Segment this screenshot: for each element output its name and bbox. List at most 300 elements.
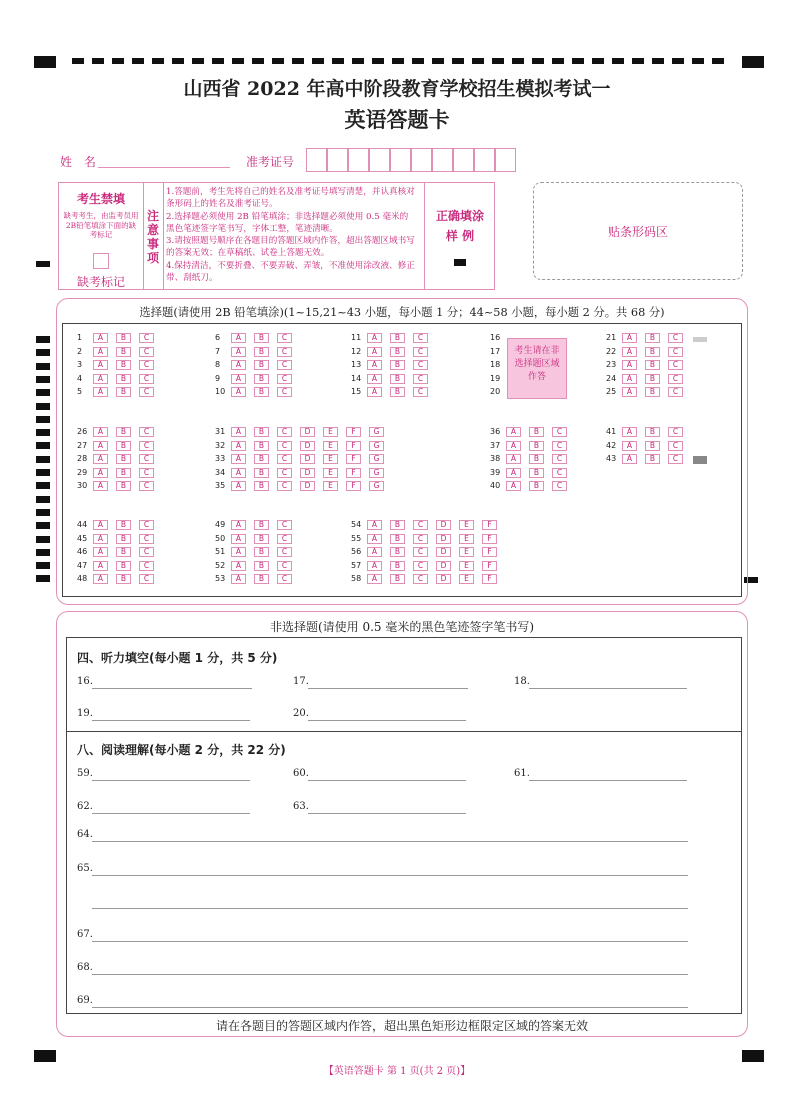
option-c-bubble[interactable]: C bbox=[277, 547, 292, 557]
option-c-bubble[interactable]: C bbox=[668, 454, 683, 464]
option-a-bubble[interactable]: A bbox=[231, 387, 246, 397]
answer-line[interactable] bbox=[308, 720, 466, 721]
option-a-bubble[interactable]: A bbox=[231, 468, 246, 478]
timing-mark bbox=[36, 429, 50, 436]
option-a-bubble[interactable]: A bbox=[93, 333, 108, 343]
option-a-bubble[interactable]: A bbox=[367, 547, 382, 557]
timing-dash bbox=[192, 58, 204, 64]
option-a-bubble[interactable]: A bbox=[231, 374, 246, 384]
option-a-bubble[interactable]: A bbox=[622, 333, 637, 343]
option-e-bubble[interactable]: E bbox=[323, 427, 338, 437]
option-f-bubble[interactable]: F bbox=[346, 441, 361, 451]
option-c-bubble[interactable]: C bbox=[139, 561, 154, 571]
section4-heading: 四、听力填空(每小题 1 分，共 5 分) bbox=[77, 651, 278, 665]
option-c-bubble[interactable]: C bbox=[413, 534, 428, 544]
option-b-bubble[interactable]: B bbox=[116, 374, 131, 384]
option-a-bubble[interactable]: A bbox=[367, 534, 382, 544]
option-a-bubble[interactable]: A bbox=[506, 441, 521, 451]
id-digit-box[interactable] bbox=[306, 148, 327, 172]
timing-mark bbox=[36, 482, 50, 489]
option-f-bubble[interactable]: F bbox=[482, 520, 497, 530]
option-c-bubble[interactable]: C bbox=[277, 561, 292, 571]
timing-mark bbox=[36, 509, 50, 516]
id-digit-box[interactable] bbox=[327, 148, 348, 172]
answer-line[interactable] bbox=[92, 780, 250, 781]
option-c-bubble[interactable]: C bbox=[413, 574, 428, 584]
timing-dash bbox=[112, 58, 124, 64]
option-b-bubble[interactable]: B bbox=[254, 454, 269, 464]
option-c-bubble[interactable]: C bbox=[139, 347, 154, 357]
option-b-bubble[interactable]: B bbox=[254, 333, 269, 343]
option-c-bubble[interactable]: C bbox=[277, 374, 292, 384]
option-a-bubble[interactable]: A bbox=[93, 360, 108, 370]
option-e-bubble[interactable]: E bbox=[459, 534, 474, 544]
option-b-bubble[interactable]: B bbox=[390, 387, 405, 397]
option-e-bubble[interactable]: E bbox=[323, 481, 338, 491]
option-a-bubble[interactable]: A bbox=[93, 561, 108, 571]
option-a-bubble[interactable]: A bbox=[93, 441, 108, 451]
option-a-bubble[interactable]: A bbox=[622, 374, 637, 384]
option-b-bubble[interactable]: B bbox=[116, 468, 131, 478]
option-c-bubble[interactable]: C bbox=[668, 333, 683, 343]
option-a-bubble[interactable]: A bbox=[93, 534, 108, 544]
option-b-bubble[interactable]: B bbox=[390, 374, 405, 384]
option-c-bubble[interactable]: C bbox=[668, 427, 683, 437]
option-b-bubble[interactable]: B bbox=[529, 427, 544, 437]
name-field[interactable] bbox=[98, 167, 230, 168]
option-b-bubble[interactable]: B bbox=[116, 387, 131, 397]
option-a-bubble[interactable]: A bbox=[231, 574, 246, 584]
option-c-bubble[interactable]: C bbox=[139, 547, 154, 557]
option-c-bubble[interactable]: C bbox=[277, 427, 292, 437]
option-b-bubble[interactable]: B bbox=[645, 441, 660, 451]
option-c-bubble[interactable]: C bbox=[552, 427, 567, 437]
option-f-bubble[interactable]: F bbox=[482, 561, 497, 571]
question-number: 32 bbox=[215, 440, 226, 450]
option-b-bubble[interactable]: B bbox=[645, 454, 660, 464]
option-d-bubble[interactable]: D bbox=[300, 468, 315, 478]
option-c-bubble[interactable]: C bbox=[552, 441, 567, 451]
option-d-bubble[interactable]: D bbox=[436, 534, 451, 544]
question-number: 10 bbox=[215, 387, 226, 396]
option-a-bubble[interactable]: A bbox=[93, 387, 108, 397]
question-number: 25 bbox=[606, 387, 617, 396]
answer-line[interactable] bbox=[92, 908, 688, 909]
timing-dash bbox=[512, 58, 524, 64]
option-b-bubble[interactable]: B bbox=[645, 374, 660, 384]
id-digit-box[interactable] bbox=[474, 148, 495, 172]
answer-line[interactable] bbox=[529, 780, 687, 781]
question-number: 39 bbox=[490, 467, 501, 477]
option-a-bubble[interactable]: A bbox=[231, 547, 246, 557]
timing-mark bbox=[36, 389, 50, 396]
option-c-bubble[interactable]: C bbox=[668, 387, 683, 397]
option-g-bubble[interactable]: G bbox=[369, 441, 384, 451]
timing-mark bbox=[36, 575, 50, 582]
option-a-bubble[interactable]: A bbox=[506, 481, 521, 491]
answer-number: 67. bbox=[77, 929, 93, 940]
option-c-bubble[interactable]: C bbox=[668, 360, 683, 370]
corner-mark-bottom-right bbox=[742, 1050, 764, 1062]
question-number: 13 bbox=[351, 360, 362, 369]
option-c-bubble[interactable]: C bbox=[668, 374, 683, 384]
option-b-bubble[interactable]: B bbox=[254, 481, 269, 491]
timing-dash bbox=[532, 58, 544, 64]
option-a-bubble[interactable]: A bbox=[622, 454, 637, 464]
option-e-bubble[interactable]: E bbox=[323, 454, 338, 464]
question-number: 54 bbox=[351, 520, 362, 529]
option-b-bubble[interactable]: B bbox=[390, 360, 405, 370]
option-a-bubble[interactable]: A bbox=[93, 481, 108, 491]
answer-number: 68. bbox=[77, 962, 93, 973]
choice-title: 选择题(请使用 2B 铅笔填涂)(1~15,21~43 小题，每小题 1 分；44~58 小题，每小题 2 分。共 68 分) bbox=[139, 306, 665, 319]
option-e-bubble[interactable]: E bbox=[323, 468, 338, 478]
option-a-bubble[interactable]: A bbox=[506, 454, 521, 464]
option-a-bubble[interactable]: A bbox=[506, 427, 521, 437]
side-mark bbox=[36, 261, 50, 267]
option-c-bubble[interactable]: C bbox=[413, 360, 428, 370]
option-a-bubble[interactable]: A bbox=[367, 574, 382, 584]
question-number: 41 bbox=[606, 427, 617, 436]
timing-mark bbox=[36, 416, 50, 423]
option-a-bubble[interactable]: A bbox=[367, 333, 382, 343]
timing-mark bbox=[36, 336, 50, 343]
question-number: 37 bbox=[490, 440, 501, 450]
option-b-bubble[interactable]: B bbox=[529, 468, 544, 478]
option-c-bubble[interactable]: C bbox=[413, 561, 428, 571]
option-a-bubble[interactable]: A bbox=[231, 520, 246, 530]
blocked-area bbox=[507, 338, 567, 399]
option-b-bubble[interactable]: B bbox=[390, 520, 405, 530]
option-f-bubble[interactable]: F bbox=[346, 468, 361, 478]
option-a-bubble[interactable]: A bbox=[367, 561, 382, 571]
question-number: 18 bbox=[490, 360, 501, 369]
option-b-bubble[interactable]: B bbox=[529, 454, 544, 464]
option-b-bubble[interactable]: B bbox=[254, 547, 269, 557]
option-b-bubble[interactable]: B bbox=[254, 374, 269, 384]
option-c-bubble[interactable]: C bbox=[413, 333, 428, 343]
timing-dash bbox=[152, 58, 164, 64]
option-b-bubble[interactable]: B bbox=[645, 360, 660, 370]
answer-line[interactable] bbox=[92, 813, 250, 814]
option-e-bubble[interactable]: E bbox=[459, 520, 474, 530]
option-f-bubble[interactable]: F bbox=[346, 427, 361, 437]
option-a-bubble[interactable]: A bbox=[93, 347, 108, 357]
option-b-bubble[interactable]: B bbox=[254, 520, 269, 530]
option-b-bubble[interactable]: B bbox=[254, 468, 269, 478]
option-c-bubble[interactable]: C bbox=[139, 481, 154, 491]
option-a-bubble[interactable]: A bbox=[231, 427, 246, 437]
option-b-bubble[interactable]: B bbox=[116, 561, 131, 571]
option-c-bubble[interactable]: C bbox=[668, 347, 683, 357]
option-b-bubble[interactable]: B bbox=[645, 347, 660, 357]
answer-line[interactable] bbox=[308, 780, 466, 781]
option-c-bubble[interactable]: C bbox=[413, 387, 428, 397]
option-b-bubble[interactable]: B bbox=[116, 454, 131, 464]
option-e-bubble[interactable]: E bbox=[323, 441, 338, 451]
question-number: 9 bbox=[215, 373, 221, 383]
option-c-bubble[interactable]: C bbox=[552, 481, 567, 491]
option-c-bubble[interactable]: C bbox=[277, 333, 292, 343]
timing-dash bbox=[672, 58, 684, 64]
option-g-bubble[interactable]: G bbox=[369, 468, 384, 478]
question-number: 3 bbox=[77, 360, 83, 369]
option-b-bubble[interactable]: B bbox=[390, 547, 405, 557]
section8-heading: 八、阅读理解(每小题 2 分，共 22 分) bbox=[77, 743, 286, 757]
option-b-bubble[interactable]: B bbox=[254, 574, 269, 584]
option-a-bubble[interactable]: A bbox=[231, 360, 246, 370]
option-a-bubble[interactable]: A bbox=[93, 468, 108, 478]
option-a-bubble[interactable]: A bbox=[367, 374, 382, 384]
option-b-bubble[interactable]: B bbox=[116, 441, 131, 451]
question-number: 52 bbox=[215, 560, 226, 570]
option-b-bubble[interactable]: B bbox=[254, 441, 269, 451]
answer-number: 62. bbox=[77, 801, 93, 812]
option-c-bubble[interactable]: C bbox=[277, 347, 292, 357]
option-b-bubble[interactable]: B bbox=[254, 427, 269, 437]
option-b-bubble[interactable]: B bbox=[529, 441, 544, 451]
question-number: 23 bbox=[606, 360, 617, 369]
option-c-bubble[interactable]: C bbox=[277, 520, 292, 530]
question-number: 6 bbox=[215, 333, 221, 342]
id-digit-box[interactable] bbox=[369, 148, 390, 172]
option-b-bubble[interactable]: B bbox=[645, 333, 660, 343]
option-b-bubble[interactable]: B bbox=[116, 333, 131, 343]
option-e-bubble[interactable]: E bbox=[459, 574, 474, 584]
id-digit-box[interactable] bbox=[495, 148, 516, 172]
correct-fill-label: 正确填涂 bbox=[435, 209, 484, 223]
option-c-bubble[interactable]: C bbox=[139, 534, 154, 544]
option-c-bubble[interactable]: C bbox=[139, 387, 154, 397]
question-number: 7 bbox=[215, 346, 221, 356]
option-a-bubble[interactable]: A bbox=[506, 468, 521, 478]
option-c-bubble[interactable]: C bbox=[139, 520, 154, 530]
question-number: 33 bbox=[215, 454, 226, 463]
option-b-bubble[interactable]: B bbox=[529, 481, 544, 491]
option-c-bubble[interactable]: C bbox=[277, 360, 292, 370]
timing-dash bbox=[592, 58, 604, 64]
option-b-bubble[interactable]: B bbox=[645, 427, 660, 437]
option-a-bubble[interactable]: A bbox=[93, 574, 108, 584]
option-a-bubble[interactable]: A bbox=[367, 520, 382, 530]
option-d-bubble[interactable]: D bbox=[436, 561, 451, 571]
option-a-bubble[interactable]: A bbox=[231, 441, 246, 451]
question-number: 29 bbox=[77, 467, 88, 477]
timing-dash bbox=[272, 58, 284, 64]
option-a-bubble[interactable]: A bbox=[93, 520, 108, 530]
option-a-bubble[interactable]: A bbox=[93, 427, 108, 437]
option-f-bubble[interactable]: F bbox=[346, 481, 361, 491]
option-b-bubble[interactable]: B bbox=[116, 574, 131, 584]
option-f-bubble[interactable]: F bbox=[482, 547, 497, 557]
answer-line[interactable] bbox=[92, 720, 250, 721]
option-b-bubble[interactable]: B bbox=[645, 387, 660, 397]
timing-dash bbox=[432, 58, 444, 64]
option-a-bubble[interactable]: A bbox=[231, 333, 246, 343]
option-c-bubble[interactable]: C bbox=[277, 468, 292, 478]
option-d-bubble[interactable]: D bbox=[300, 427, 315, 437]
option-a-bubble[interactable]: A bbox=[622, 347, 637, 357]
option-b-bubble[interactable]: B bbox=[116, 427, 131, 437]
option-b-bubble[interactable]: B bbox=[254, 561, 269, 571]
option-c-bubble[interactable]: C bbox=[552, 468, 567, 478]
question-number: 8 bbox=[215, 360, 221, 369]
option-g-bubble[interactable]: G bbox=[369, 454, 384, 464]
question-number: 17 bbox=[490, 346, 501, 356]
option-a-bubble[interactable]: A bbox=[622, 387, 637, 397]
answer-line[interactable] bbox=[92, 841, 688, 842]
option-g-bubble[interactable]: G bbox=[369, 481, 384, 491]
option-c-bubble[interactable]: C bbox=[413, 520, 428, 530]
option-g-bubble[interactable]: G bbox=[369, 427, 384, 437]
answer-line[interactable] bbox=[92, 688, 252, 689]
option-b-bubble[interactable]: B bbox=[254, 387, 269, 397]
option-f-bubble[interactable]: F bbox=[346, 454, 361, 464]
answer-line[interactable] bbox=[92, 875, 688, 876]
option-a-bubble[interactable]: A bbox=[367, 347, 382, 357]
option-a-bubble[interactable]: A bbox=[231, 481, 246, 491]
option-c-bubble[interactable]: C bbox=[139, 374, 154, 384]
option-d-bubble[interactable]: D bbox=[300, 481, 315, 491]
option-c-bubble[interactable]: C bbox=[277, 574, 292, 584]
option-c-bubble[interactable]: C bbox=[552, 454, 567, 464]
grey-mark bbox=[693, 337, 707, 342]
absent-mark-box[interactable] bbox=[93, 253, 109, 269]
question-number: 44 bbox=[77, 520, 88, 529]
answer-line[interactable] bbox=[92, 974, 688, 975]
timing-dash bbox=[392, 58, 404, 64]
timing-dash bbox=[292, 58, 304, 64]
answer-line[interactable] bbox=[92, 941, 688, 942]
option-a-bubble[interactable]: A bbox=[231, 561, 246, 571]
option-c-bubble[interactable]: C bbox=[139, 333, 154, 343]
option-c-bubble[interactable]: C bbox=[413, 347, 428, 357]
option-e-bubble[interactable]: E bbox=[459, 561, 474, 571]
option-b-bubble[interactable]: B bbox=[390, 347, 405, 357]
answer-number: 17. bbox=[293, 676, 309, 687]
option-d-bubble[interactable]: D bbox=[436, 574, 451, 584]
question-number: 30 bbox=[77, 481, 88, 490]
answer-line[interactable] bbox=[529, 688, 687, 689]
option-e-bubble[interactable]: E bbox=[459, 547, 474, 557]
question-number: 4 bbox=[77, 373, 83, 383]
option-a-bubble[interactable]: A bbox=[93, 547, 108, 557]
option-a-bubble[interactable]: A bbox=[93, 454, 108, 464]
option-c-bubble[interactable]: C bbox=[413, 547, 428, 557]
option-c-bubble[interactable]: C bbox=[139, 427, 154, 437]
option-c-bubble[interactable]: C bbox=[277, 441, 292, 451]
option-a-bubble[interactable]: A bbox=[231, 534, 246, 544]
corner-mark-top-left bbox=[34, 56, 56, 68]
timing-mark bbox=[36, 349, 50, 356]
option-a-bubble[interactable]: A bbox=[622, 441, 637, 451]
option-a-bubble[interactable]: A bbox=[231, 347, 246, 357]
timing-dash bbox=[352, 58, 364, 64]
notice-title: 注意事项 bbox=[147, 209, 160, 265]
option-b-bubble[interactable]: B bbox=[116, 520, 131, 530]
timing-dash bbox=[232, 58, 244, 64]
answer-line[interactable] bbox=[308, 688, 468, 689]
option-b-bubble[interactable]: B bbox=[254, 347, 269, 357]
option-a-bubble[interactable]: A bbox=[622, 360, 637, 370]
timing-dash bbox=[372, 58, 384, 64]
option-c-bubble[interactable]: C bbox=[139, 360, 154, 370]
option-d-bubble[interactable]: D bbox=[300, 454, 315, 464]
option-c-bubble[interactable]: C bbox=[277, 481, 292, 491]
option-c-bubble[interactable]: C bbox=[413, 374, 428, 384]
option-b-bubble[interactable]: B bbox=[390, 333, 405, 343]
section-divider bbox=[66, 731, 742, 732]
note-2: 2.选择题必须使用 2B 铅笔填涂；非选择题必须使用 0.5 毫米的黑色笔迹签字笔书写，字体工整，笔迹清晰。 bbox=[166, 211, 409, 234]
option-c-bubble[interactable]: C bbox=[139, 441, 154, 451]
nonchoice-frame bbox=[66, 637, 742, 1014]
timing-mark bbox=[36, 522, 50, 529]
nonchoice-title: 非选择题(请使用 0.5 毫米的黑色笔迹签字笔书写) bbox=[269, 620, 535, 634]
option-b-bubble[interactable]: B bbox=[116, 360, 131, 370]
option-a-bubble[interactable]: A bbox=[622, 427, 637, 437]
option-a-bubble[interactable]: A bbox=[231, 454, 246, 464]
answer-number: 19. bbox=[77, 708, 93, 719]
question-number: 28 bbox=[77, 454, 88, 463]
id-digit-box[interactable] bbox=[390, 148, 411, 172]
id-digit-box[interactable] bbox=[432, 148, 453, 172]
option-c-bubble[interactable]: C bbox=[139, 574, 154, 584]
option-b-bubble[interactable]: B bbox=[390, 534, 405, 544]
id-digit-box[interactable] bbox=[411, 148, 432, 172]
option-c-bubble[interactable]: C bbox=[668, 441, 683, 451]
option-b-bubble[interactable]: B bbox=[116, 534, 131, 544]
option-b-bubble[interactable]: B bbox=[390, 574, 405, 584]
question-number: 16 bbox=[490, 333, 501, 342]
answer-line[interactable] bbox=[308, 813, 466, 814]
option-b-bubble[interactable]: B bbox=[116, 481, 131, 491]
option-b-bubble[interactable]: B bbox=[116, 347, 131, 357]
grey-mark bbox=[693, 456, 707, 464]
answer-number: 61. bbox=[514, 768, 530, 779]
id-digit-box[interactable] bbox=[348, 148, 369, 172]
question-number: 43 bbox=[606, 454, 617, 463]
option-c-bubble[interactable]: C bbox=[139, 468, 154, 478]
option-b-bubble[interactable]: B bbox=[116, 547, 131, 557]
option-f-bubble[interactable]: F bbox=[482, 534, 497, 544]
option-a-bubble[interactable]: A bbox=[367, 360, 382, 370]
option-c-bubble[interactable]: C bbox=[277, 534, 292, 544]
answer-line[interactable] bbox=[92, 1007, 688, 1008]
blocked-note: 考生请在非选择题区域作答 bbox=[514, 346, 560, 382]
option-f-bubble[interactable]: F bbox=[482, 574, 497, 584]
option-b-bubble[interactable]: B bbox=[254, 534, 269, 544]
option-b-bubble[interactable]: B bbox=[390, 561, 405, 571]
timing-dash bbox=[92, 58, 104, 64]
question-number: 11 bbox=[351, 333, 362, 342]
question-number: 55 bbox=[351, 533, 362, 543]
option-c-bubble[interactable]: C bbox=[139, 454, 154, 464]
option-a-bubble[interactable]: A bbox=[93, 374, 108, 384]
option-c-bubble[interactable]: C bbox=[277, 454, 292, 464]
option-c-bubble[interactable]: C bbox=[277, 387, 292, 397]
id-digit-box[interactable] bbox=[453, 148, 474, 172]
option-d-bubble[interactable]: D bbox=[436, 547, 451, 557]
barcode-area bbox=[533, 182, 743, 280]
question-number: 20 bbox=[490, 387, 501, 396]
option-d-bubble[interactable]: D bbox=[300, 441, 315, 451]
option-d-bubble[interactable]: D bbox=[436, 520, 451, 530]
option-b-bubble[interactable]: B bbox=[254, 360, 269, 370]
timing-dash bbox=[612, 58, 624, 64]
forbidden-title: 考生禁填 bbox=[76, 192, 125, 206]
option-a-bubble[interactable]: A bbox=[367, 387, 382, 397]
timing-dash bbox=[552, 58, 564, 64]
